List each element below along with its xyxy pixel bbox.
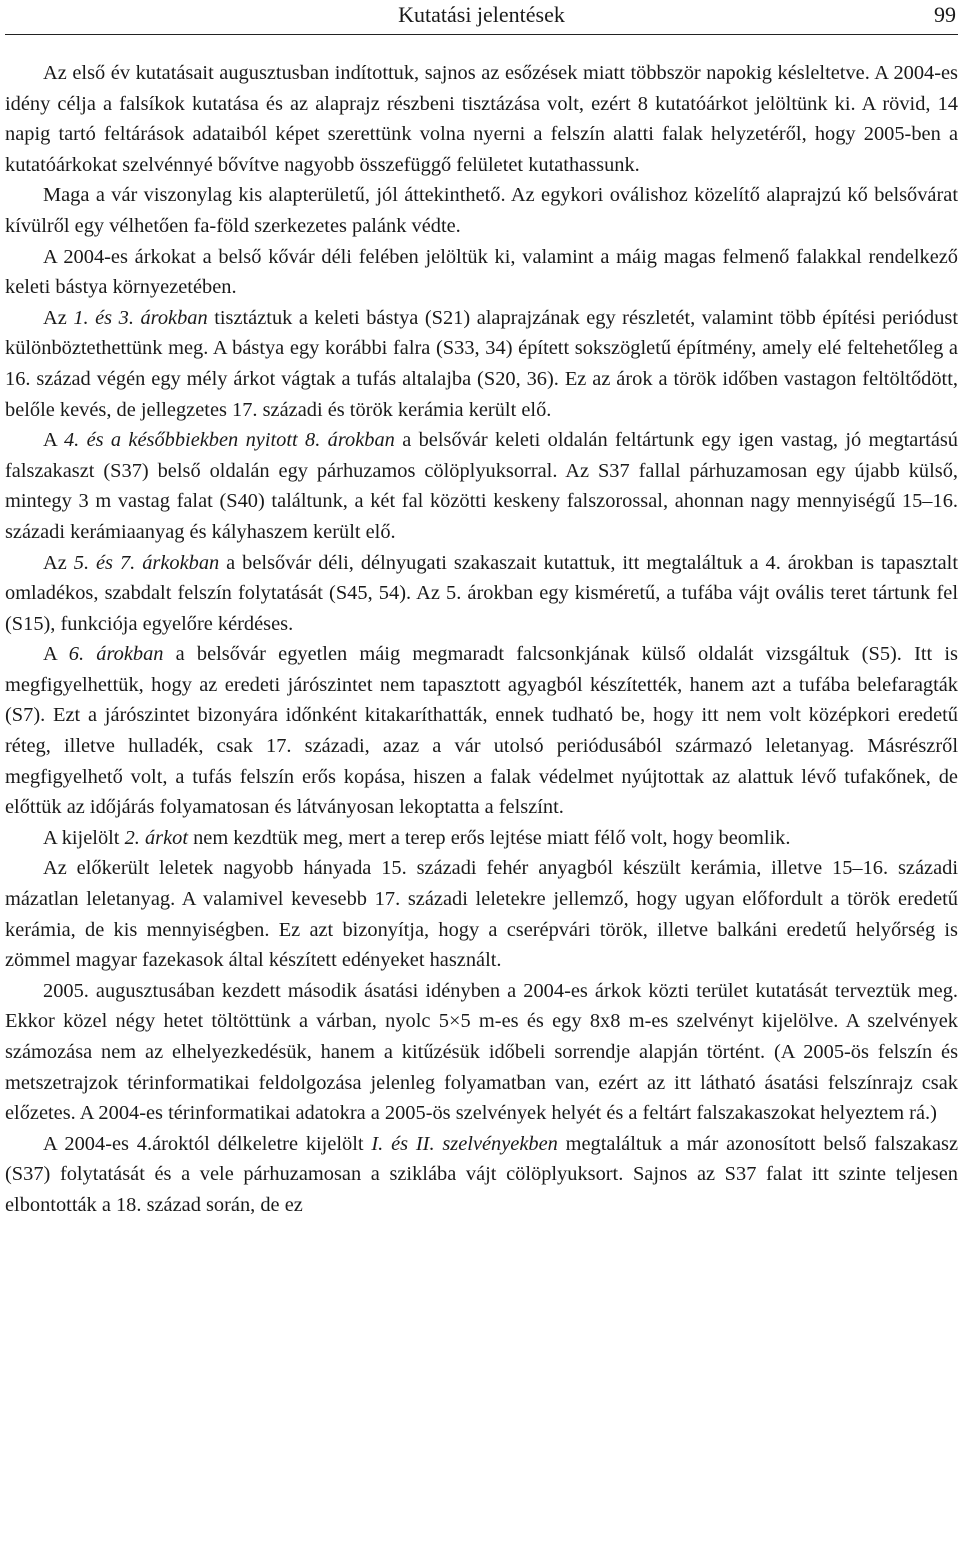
paragraph <box>5 853 958 975</box>
text-run: a belsővár egyetlen máig megmaradt falcsonkjának külső oldalát vizsgáltuk (S5). Itt is megfigyelhettük, hogy az eredeti járószintet nem tapasztott agyagból készítették, hanem azt a tufába belefaragták (S7). Ezt a járószintet bizonyára időnként kitakaríthatták, ennek tudható be, hogy itt nem volt középkori eredetű réteg, illetve hulladék, csak 17. századi, azaz a vár utolsó periódusából származó leletanyag. Másrészről megfigyelhető volt, a tufás felszín erős kopása, hiszen a falak védelmet nyújtottak az alattuk lévő tufakőnek, de előttük az időjárás folyamatosan és látványosan lekoptatta a felszínt. <box>5 643 958 819</box>
italic-text-run: 5. és 7. árkokban <box>73 551 220 574</box>
italic-text-run: 6. árokban <box>68 643 164 666</box>
text-run: A 2004-es 4.ároktól délkeletre kijelölt <box>43 1132 372 1155</box>
text-run: megtaláltuk a már azonosított belső falszakasz (S37) folytatását és a vele párhuzamosan a sziklába vájt cölöplyuksort. Sajnos az S37 falat itt szinte teljesen elbontották a 18. század során, de ez <box>5 1132 958 1216</box>
text-run: A 2004-es árkokat a belső kővár déli felében jelöltük ki, valamint a máig magas felmenő falakkal rendelkező keleti bástya környezetében. <box>5 245 958 299</box>
text-run: tisztáztuk a keleti bástya (S21) alaprajzának egy részletét, valamint több építési periódust különböztethettünk meg. A bástya egy korábbi falra (S33, 34) épített sokszögletű építmény, amely elé feltehetőleg a 16. század végén egy mély árkot vágtak a tufás altalajba (S20, 36). Ez az árok a török időben vastagon feltöltődött, belőle kevés, de jellegzetes 17. századi és török kerámia került elő. <box>5 306 959 421</box>
body-text <box>5 58 958 1221</box>
text-run: Az <box>43 306 74 329</box>
paragraph <box>5 242 958 303</box>
text-run: Az előkerült leletek nagyobb hányada 15. századi fehér anyagból készült kerámia, illetve 15–16. századi mázatlan leletanyag. A valamivel kevesebb 17. századi leletekre jellemző, hogy ugyan előfordult a török eredetű kerámia, de kis mennyiségben. Ez azt bizonyítja, hogy a cserépvári török, illetve balkáni eredetű helyőrség is zömmel magyar fazekasok által készített edényeket használt. <box>5 857 958 972</box>
paragraph <box>5 425 958 547</box>
text-run: nem kezdtük meg, mert a terep erős lejtése miatt félő volt, hogy beomlik. <box>188 826 791 849</box>
running-header <box>5 0 958 35</box>
text-run: Maga a vár viszonylag kis alapterületű, jól áttekinthető. Az egykori oválishoz közelítő alaprajzú kő belsővárat kívülről egy vélhetően fa-föld szerkezetes palánk védte. <box>5 184 958 237</box>
page-number: 99 <box>934 2 956 27</box>
paragraph <box>5 58 958 180</box>
text-run: a belsővár keleti oldalán feltártunk egy igen vastag, jó megtartású falszakaszt (S37) belső oldalán egy párhuzamos cölöplyuksorral. Az S37 fallal párhuzamosan egy újabb külső, mintegy 3 m vastag falat (S40) találtunk, a két fal közötti keskeny falszorossal, ahonnan nagy mennyiségű 15–16. századi kerámiaanyag és kályhaszem került elő. <box>5 429 958 543</box>
paragraph <box>5 548 958 640</box>
paragraph <box>5 639 958 823</box>
paragraph <box>5 303 958 425</box>
italic-text-run: 1. és 3. árokban <box>73 306 208 329</box>
running-title: Kutatási jelentések <box>398 2 565 27</box>
paragraph <box>5 823 958 854</box>
italic-text-run: I. és II. szelvényekben <box>371 1132 558 1155</box>
text-run: Az <box>43 551 74 574</box>
text-run: A <box>43 429 64 452</box>
text-run: Az első év kutatásait augusztusban indítottuk, sajnos az esőzések miatt többször napokig késleltetve. A 2004-es idény célja a falsíkok kutatása és az alaprajz részbeni tisztázása volt, ezért 8 kutatóárkot jelöltünk ki. A rövid, 14 napig tartó feltárások adataiból képet szerettünk volna nyerni a felszín alatti falak helyzetéről, hogy 2005-ben a kutatóárkokat szelvénnyé bővítve nagyobb összefüggő felületet kutathassunk. <box>5 62 958 176</box>
text-run: A kijelölt <box>43 826 125 849</box>
paragraph <box>5 180 958 241</box>
italic-text-run: 2. árkot <box>124 826 188 849</box>
italic-text-run: 4. és a későbbiekben nyitott 8. árokban <box>63 429 395 452</box>
paragraph <box>5 1129 958 1221</box>
text-run: 2005. augusztusában kezdett második ásatási idényben a 2004-es árkok közti terület kutatását terveztük meg. Ekkor közel négy hetet töltöttünk a várban, nyolc 5×5 m-es és egy 8x8 m-es szelvényt kijelölve. A szelvények számozása nem az elhelyezkedésük, hanem a kitűzésük időbeli sorrendje alapján történt. (A 2005-ös felszín és metszetrajzok térinformatikai feldolgozása jelenleg folyamatban van, ezért az itt látható ásatási felszínrajz csak előzetes. A 2004-es térinformatikai adatokra a 2005-ös szelvények helyét és a feltárt falszakaszokat helyeztem rá.) <box>5 979 958 1125</box>
text-run: a belsővár déli, délnyugati szakaszait kutattuk, itt megtaláltuk a 4. árokban is tapasztalt omladékos, szabdalt felszín folytatását (S45, 54). Az 5. árokban egy kisméretű, a tufába vájt ovális teret tártunk fel (S15), funkciója egyelőre kérdéses. <box>5 551 958 635</box>
paragraph <box>5 976 958 1129</box>
text-run: A <box>43 643 69 666</box>
